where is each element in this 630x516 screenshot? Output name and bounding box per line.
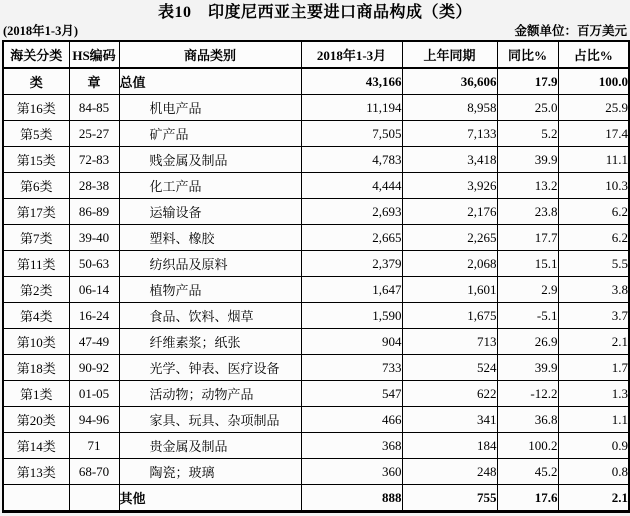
cell-prev-year: 8,958: [402, 95, 497, 121]
cell-commodity: 化工产品: [119, 173, 301, 199]
cell-customs-class: 第15类: [3, 147, 69, 173]
cell-period-value: 360: [301, 459, 402, 485]
cell-prev-year: 524: [402, 355, 497, 381]
col-header-period-value: 2018年1-3月: [301, 41, 402, 68]
cell-commodity: 植物产品: [119, 277, 301, 303]
cell-commodity: 纤维素浆；纸张: [119, 329, 301, 355]
cell-period-value: 2,665: [301, 225, 402, 251]
cell-customs-class: 第20类: [3, 407, 69, 433]
cell-hs-code: 16-24: [69, 303, 119, 329]
cell-commodity: 家具、玩具、杂项制品: [119, 407, 301, 433]
cell-yoy-pct: 5.2: [497, 121, 558, 147]
cell-prev-year: 184: [402, 433, 497, 459]
cell-commodity: 塑料、橡胶: [119, 225, 301, 251]
table-meta-row: [0, 23, 630, 40]
cell-commodity: 运输设备: [119, 199, 301, 225]
cell-period-value: 888: [301, 485, 402, 512]
cell-commodity: 纺织品及原料: [119, 251, 301, 277]
cell-period-value: 2,379: [301, 251, 402, 277]
cell-customs-class: 第6类: [3, 173, 69, 199]
unit-note-label: 金额单位：百万美元: [514, 24, 627, 38]
table-row: [3, 433, 629, 459]
cell-customs-class: 类: [3, 68, 69, 95]
cell-period-value: 7,505: [301, 121, 402, 147]
table-row: [3, 277, 629, 303]
cell-prev-year: 622: [402, 381, 497, 407]
cell-share-pct: 3.8: [558, 277, 629, 303]
cell-hs-code: 84-85: [69, 95, 119, 121]
cell-yoy-pct: 26.9: [497, 329, 558, 355]
table-row: [3, 303, 629, 329]
cell-commodity: 贵金属及制品: [119, 433, 301, 459]
cell-hs-code: 39-40: [69, 225, 119, 251]
cell-period-value: 2,693: [301, 199, 402, 225]
cell-hs-code: 06-14: [69, 277, 119, 303]
cell-yoy-pct: 25.0: [497, 95, 558, 121]
cell-yoy-pct: 23.8: [497, 199, 558, 225]
cell-hs-code: 86-89: [69, 199, 119, 225]
cell-share-pct: 10.3: [558, 173, 629, 199]
cell-yoy-pct: 17.6: [497, 485, 558, 512]
cell-yoy-pct: 15.1: [497, 251, 558, 277]
cell-customs-class: 第1类: [3, 381, 69, 407]
cell-yoy-pct: 13.2: [497, 173, 558, 199]
cell-customs-class: 第18类: [3, 355, 69, 381]
cell-share-pct: 1.1: [558, 407, 629, 433]
cell-hs-code: 章: [69, 68, 119, 95]
col-header-commodity: 商品类别: [119, 41, 301, 68]
cell-customs-class: 第13类: [3, 459, 69, 485]
cell-period-value: 904: [301, 329, 402, 355]
col-header-hs-code: HS编码: [69, 41, 119, 68]
cell-period-value: 1,590: [301, 303, 402, 329]
cell-hs-code: 28-38: [69, 173, 119, 199]
cell-customs-class: 第16类: [3, 95, 69, 121]
cell-period-value: 368: [301, 433, 402, 459]
cell-prev-year: 755: [402, 485, 497, 512]
cell-hs-code: 50-63: [69, 251, 119, 277]
cell-customs-class: 第10类: [3, 329, 69, 355]
cell-customs-class: 第5类: [3, 121, 69, 147]
cell-hs-code: 71: [69, 433, 119, 459]
cell-hs-code: 01-05: [69, 381, 119, 407]
cell-customs-class: 第17类: [3, 199, 69, 225]
col-header-prev-year: 上年同期: [402, 41, 497, 68]
cell-commodity: 机电产品: [119, 95, 301, 121]
cell-hs-code: 47-49: [69, 329, 119, 355]
cell-share-pct: 3.7: [558, 303, 629, 329]
col-header-yoy-pct: 同比%: [497, 41, 558, 68]
cell-period-value: 4,783: [301, 147, 402, 173]
cell-yoy-pct: 39.9: [497, 355, 558, 381]
table-row: [3, 121, 629, 147]
cell-share-pct: 100.0: [558, 68, 629, 95]
cell-commodity: 贱金属及制品: [119, 147, 301, 173]
cell-share-pct: 6.2: [558, 225, 629, 251]
table-row: [3, 225, 629, 251]
table-row: [3, 381, 629, 407]
cell-yoy-pct: 17.9: [497, 68, 558, 95]
cell-prev-year: 7,133: [402, 121, 497, 147]
table-row: [3, 407, 629, 433]
cell-prev-year: 3,926: [402, 173, 497, 199]
page-title: 表10 印度尼西亚主要进口商品构成（类）: [157, 4, 472, 21]
cell-period-value: 466: [301, 407, 402, 433]
cell-hs-code: 72-83: [69, 147, 119, 173]
cell-commodity: 活动物；动物产品: [119, 381, 301, 407]
cell-prev-year: 341: [402, 407, 497, 433]
cell-customs-class: 第2类: [3, 277, 69, 303]
cell-share-pct: 1.3: [558, 381, 629, 407]
cell-yoy-pct: 100.2: [497, 433, 558, 459]
cell-share-pct: 11.1: [558, 147, 629, 173]
cell-commodity: 食品、饮料、烟草: [119, 303, 301, 329]
cell-prev-year: 2,265: [402, 225, 497, 251]
table-row: [3, 68, 629, 95]
cell-share-pct: 6.2: [558, 199, 629, 225]
cell-hs-code: 94-96: [69, 407, 119, 433]
cell-customs-class: 第4类: [3, 303, 69, 329]
cell-share-pct: 2.1: [558, 329, 629, 355]
cell-prev-year: 1,601: [402, 277, 497, 303]
cell-customs-class: 第11类: [3, 251, 69, 277]
cell-hs-code: 25-27: [69, 121, 119, 147]
table-row: [3, 199, 629, 225]
cell-customs-class: [3, 485, 69, 512]
cell-commodity: 总值: [119, 68, 301, 95]
cell-commodity: 陶瓷；玻璃: [119, 459, 301, 485]
cell-share-pct: 25.9: [558, 95, 629, 121]
cell-commodity: 光学、钟表、医疗设备: [119, 355, 301, 381]
cell-prev-year: 36,606: [402, 68, 497, 95]
cell-period-value: 1,647: [301, 277, 402, 303]
cell-yoy-pct: -5.1: [497, 303, 558, 329]
cell-prev-year: 3,418: [402, 147, 497, 173]
table-body: [3, 68, 629, 512]
table-row: [3, 95, 629, 121]
table-header: [3, 41, 629, 68]
cell-hs-code: 90-92: [69, 355, 119, 381]
cell-period-value: 11,194: [301, 95, 402, 121]
table-row: [3, 329, 629, 355]
cell-hs-code: 68-70: [69, 459, 119, 485]
table-row: [3, 173, 629, 199]
header-row: [3, 41, 629, 68]
table-row: [3, 147, 629, 173]
cell-customs-class: 第7类: [3, 225, 69, 251]
cell-share-pct: 1.7: [558, 355, 629, 381]
cell-yoy-pct: 2.9: [497, 277, 558, 303]
col-header-share-pct: 占比%: [558, 41, 629, 68]
cell-share-pct: 5.5: [558, 251, 629, 277]
cell-prev-year: 2,068: [402, 251, 497, 277]
cell-period-value: 547: [301, 381, 402, 407]
cell-period-value: 4,444: [301, 173, 402, 199]
cell-yoy-pct: -12.2: [497, 381, 558, 407]
table-row: [3, 355, 629, 381]
cell-yoy-pct: 36.8: [497, 407, 558, 433]
import-commodity-table: [2, 40, 630, 513]
cell-yoy-pct: 39.9: [497, 147, 558, 173]
cell-customs-class: 第14类: [3, 433, 69, 459]
period-label: (2018年1-3月): [3, 24, 78, 38]
cell-yoy-pct: 17.7: [497, 225, 558, 251]
cell-share-pct: 0.9: [558, 433, 629, 459]
table-row: [3, 251, 629, 277]
cell-period-value: 43,166: [301, 68, 402, 95]
cell-commodity: 矿产品: [119, 121, 301, 147]
cell-yoy-pct: 45.2: [497, 459, 558, 485]
table-row: [3, 485, 629, 512]
col-header-customs-class: 海关分类: [3, 41, 69, 68]
cell-share-pct: 0.8: [558, 459, 629, 485]
cell-period-value: 733: [301, 355, 402, 381]
cell-commodity: 其他: [119, 485, 301, 512]
cell-prev-year: 248: [402, 459, 497, 485]
cell-hs-code: [69, 485, 119, 512]
cell-prev-year: 1,675: [402, 303, 497, 329]
cell-share-pct: 2.1: [558, 485, 629, 512]
table-row: [3, 459, 629, 485]
cell-prev-year: 2,176: [402, 199, 497, 225]
cell-prev-year: 713: [402, 329, 497, 355]
cell-share-pct: 17.4: [558, 121, 629, 147]
